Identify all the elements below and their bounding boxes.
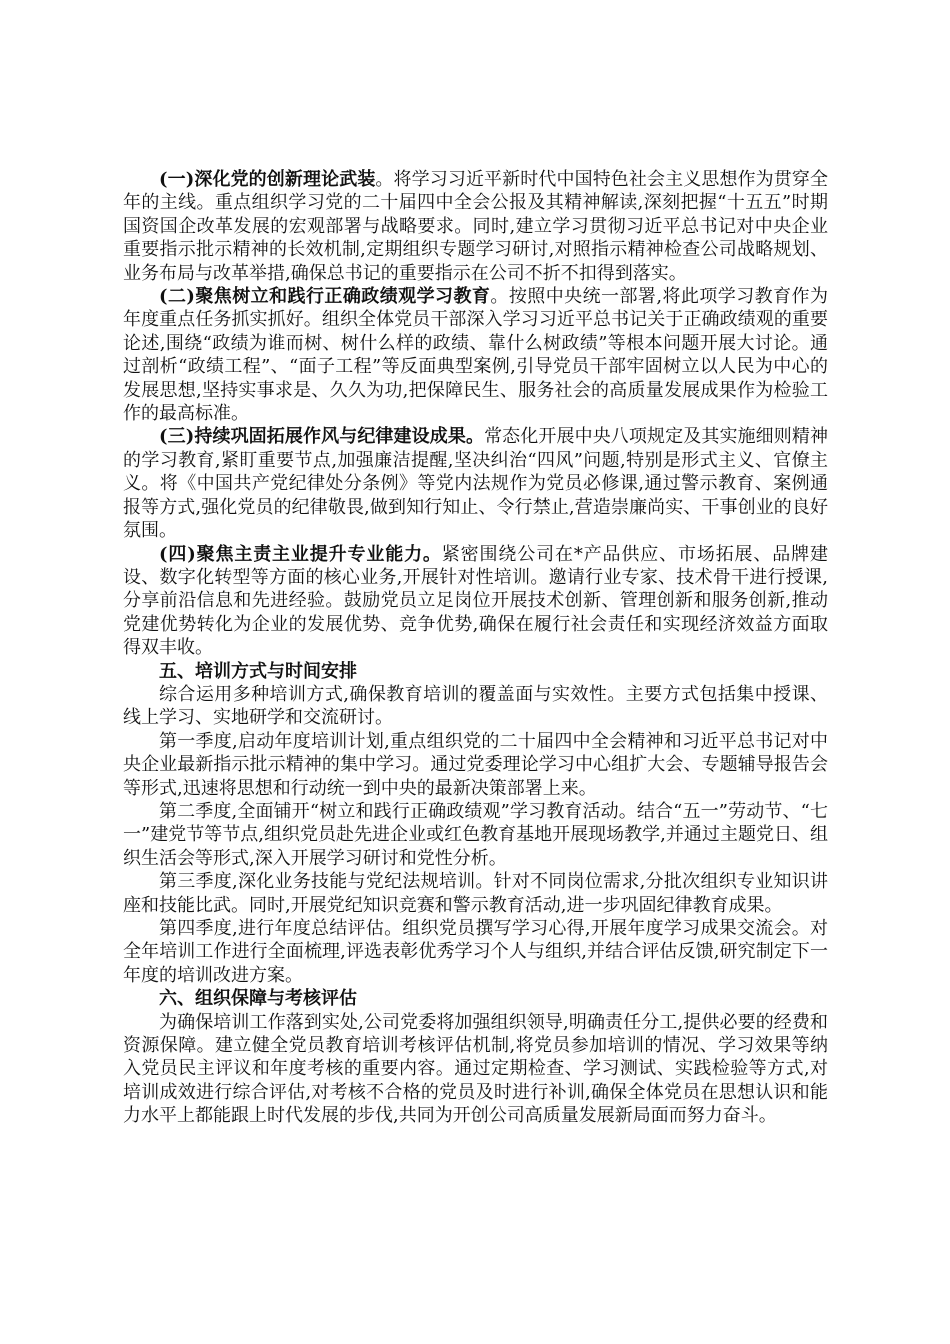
five-paragraph-1: 综合运用多种培训方式,确保教育培训的覆盖面与实效性。主要方式包括集中授课、线上学习、实地研学和交流研讨。 bbox=[123, 683, 828, 729]
five-paragraph-3: 第二季度,全面铺开“树立和践行正确政绩观”学习教育活动。结合“五一”劳动节、“七一”建党节等节点,组织党员赴先进企业或红色教育基地开展现场教学,并通过主题党日、组织生活会等形式,深入开展学习研讨和党性分析。 bbox=[123, 800, 828, 869]
five-paragraph-5: 第四季度,进行年度总结评估。组织党员撰写学习心得,开展年度学习成果交流会。对全年培训工作进行全面梳理,评选表彰优秀学习个人与组织,并结合评估反馈,研究制定下一年度的培训改进方案。 bbox=[123, 918, 828, 986]
document-page bbox=[123, 168, 828, 1128]
section-3-paragraph bbox=[123, 425, 828, 542]
section-3-lead: (三)持续巩固拓展作风与纪律建设成果。 bbox=[159, 426, 485, 448]
section-4-body: 紧密围绕公司在*产品供应、市场拓展、品牌建设、数字化转型等方面的核心业务,开展针对性培训。邀请行业专家、技术骨干进行授课,分享前沿信息和先进经验。鼓励党员立足岗位开展技术创新、管理创新和服务创新,推动党建优势转化为企业的发展优势、竞争优势,确保在履行社会责任和实现经济效益方面取得双丰收。 bbox=[123, 543, 828, 659]
heading-six: 六、组织保障与考核评估 bbox=[159, 988, 357, 1010]
five-paragraph-4: 第三季度,深化业务技能与党纪法规培训。针对不同岗位需求,分批次组织专业知识讲座和技能比武。同时,开展党纪知识竞赛和警示教育活动,进一步巩固纪律教育成果。 bbox=[123, 871, 828, 916]
heading-five: 五、培训方式与时间安排 bbox=[159, 660, 357, 682]
five-paragraph-2: 第一季度,启动年度培训计划,重点组织党的二十届四中全会精神和习近平总书记对中央企业最新指示批示精神的集中学习。通过党委理论学习中心组扩大会、专题辅导报告会等形式,迅速将思想和行动统一到中央的最新决策部署上来。 bbox=[123, 730, 828, 799]
section-4-lead: (四)聚焦主责主业提升专业能力。 bbox=[159, 543, 442, 565]
section-3-body: 常态化开展中央八项规定及其实施细则精神的学习教育,紧盯重要节点,加强廉洁提醒,坚决纠治“四风”问题,特别是形式主义、官僚主义。将《中国共产党纪律处分条例》等党内法规作为党员必修课,通过警示教育、案例通报等方式,强化党员的纪律敬畏,做到知行知止、令行禁止,营造崇廉尚实、干事创业的良好氛围。 bbox=[123, 426, 828, 542]
six-paragraph-1: 为确保培训工作落到实处,公司党委将加强组织领导,明确责任分工,提供必要的经费和资源保障。建立健全党员教育培训考核评估机制,将党员参加培训的情况、学习效果等纳入党员民主评议和年度考核的重要内容。通过定期检查、学习测试、实践检验等方式,对培训成效进行综合评估,对考核不合格的党员及时进行补训,确保全体党员在思想认识和能力水平上都能跟上时代发展的步伐,共同为开创公司高质量发展新局面而努力奋斗。 bbox=[123, 1011, 828, 1127]
section-2-paragraph bbox=[123, 285, 828, 425]
section-4-paragraph bbox=[123, 543, 828, 660]
section-2-body: 。按照中央统一部署,将此项学习教育作为年度重点任务抓实抓好。组织全体党员干部深入学习习近平总书记关于正确政绩观的重要论述,围绕“政绩为谁而树、树什么样的政绩、靠什么树政绩”等根本问题开展大讨论。通过剖析“政绩工程”、“面子工程”等反面典型案例,引导党员干部牢固树立以人民为中心的发展思想,坚持实事求是、久久为功,把保障民生、服务社会的高质量发展成果作为检验工作的最高标准。 bbox=[123, 286, 828, 425]
section-1-lead: (一)深化党的创新理论武装 bbox=[159, 169, 376, 190]
section-1-paragraph bbox=[123, 168, 828, 285]
section-2-lead: (二)聚焦树立和践行正确政绩观学习教育 bbox=[159, 286, 491, 308]
section-1-body: 。将学习习近平新时代中国特色社会主义思想作为贯穿全年的主线。重点组织学习党的二十届四中全会公报及其精神解读,深刻把握“十五五”时期国资国企改革发展的宏观部署与战略要求。同时,建立学习贯彻习近平总书记对中央企业重要指示批示精神的长效机制,定期组织专题学习研讨,对照指示精神检查公司战略规划、业务布局与改革举措,确保总书记的重要指示在公司不折不扣得到落实。 bbox=[123, 169, 828, 284]
